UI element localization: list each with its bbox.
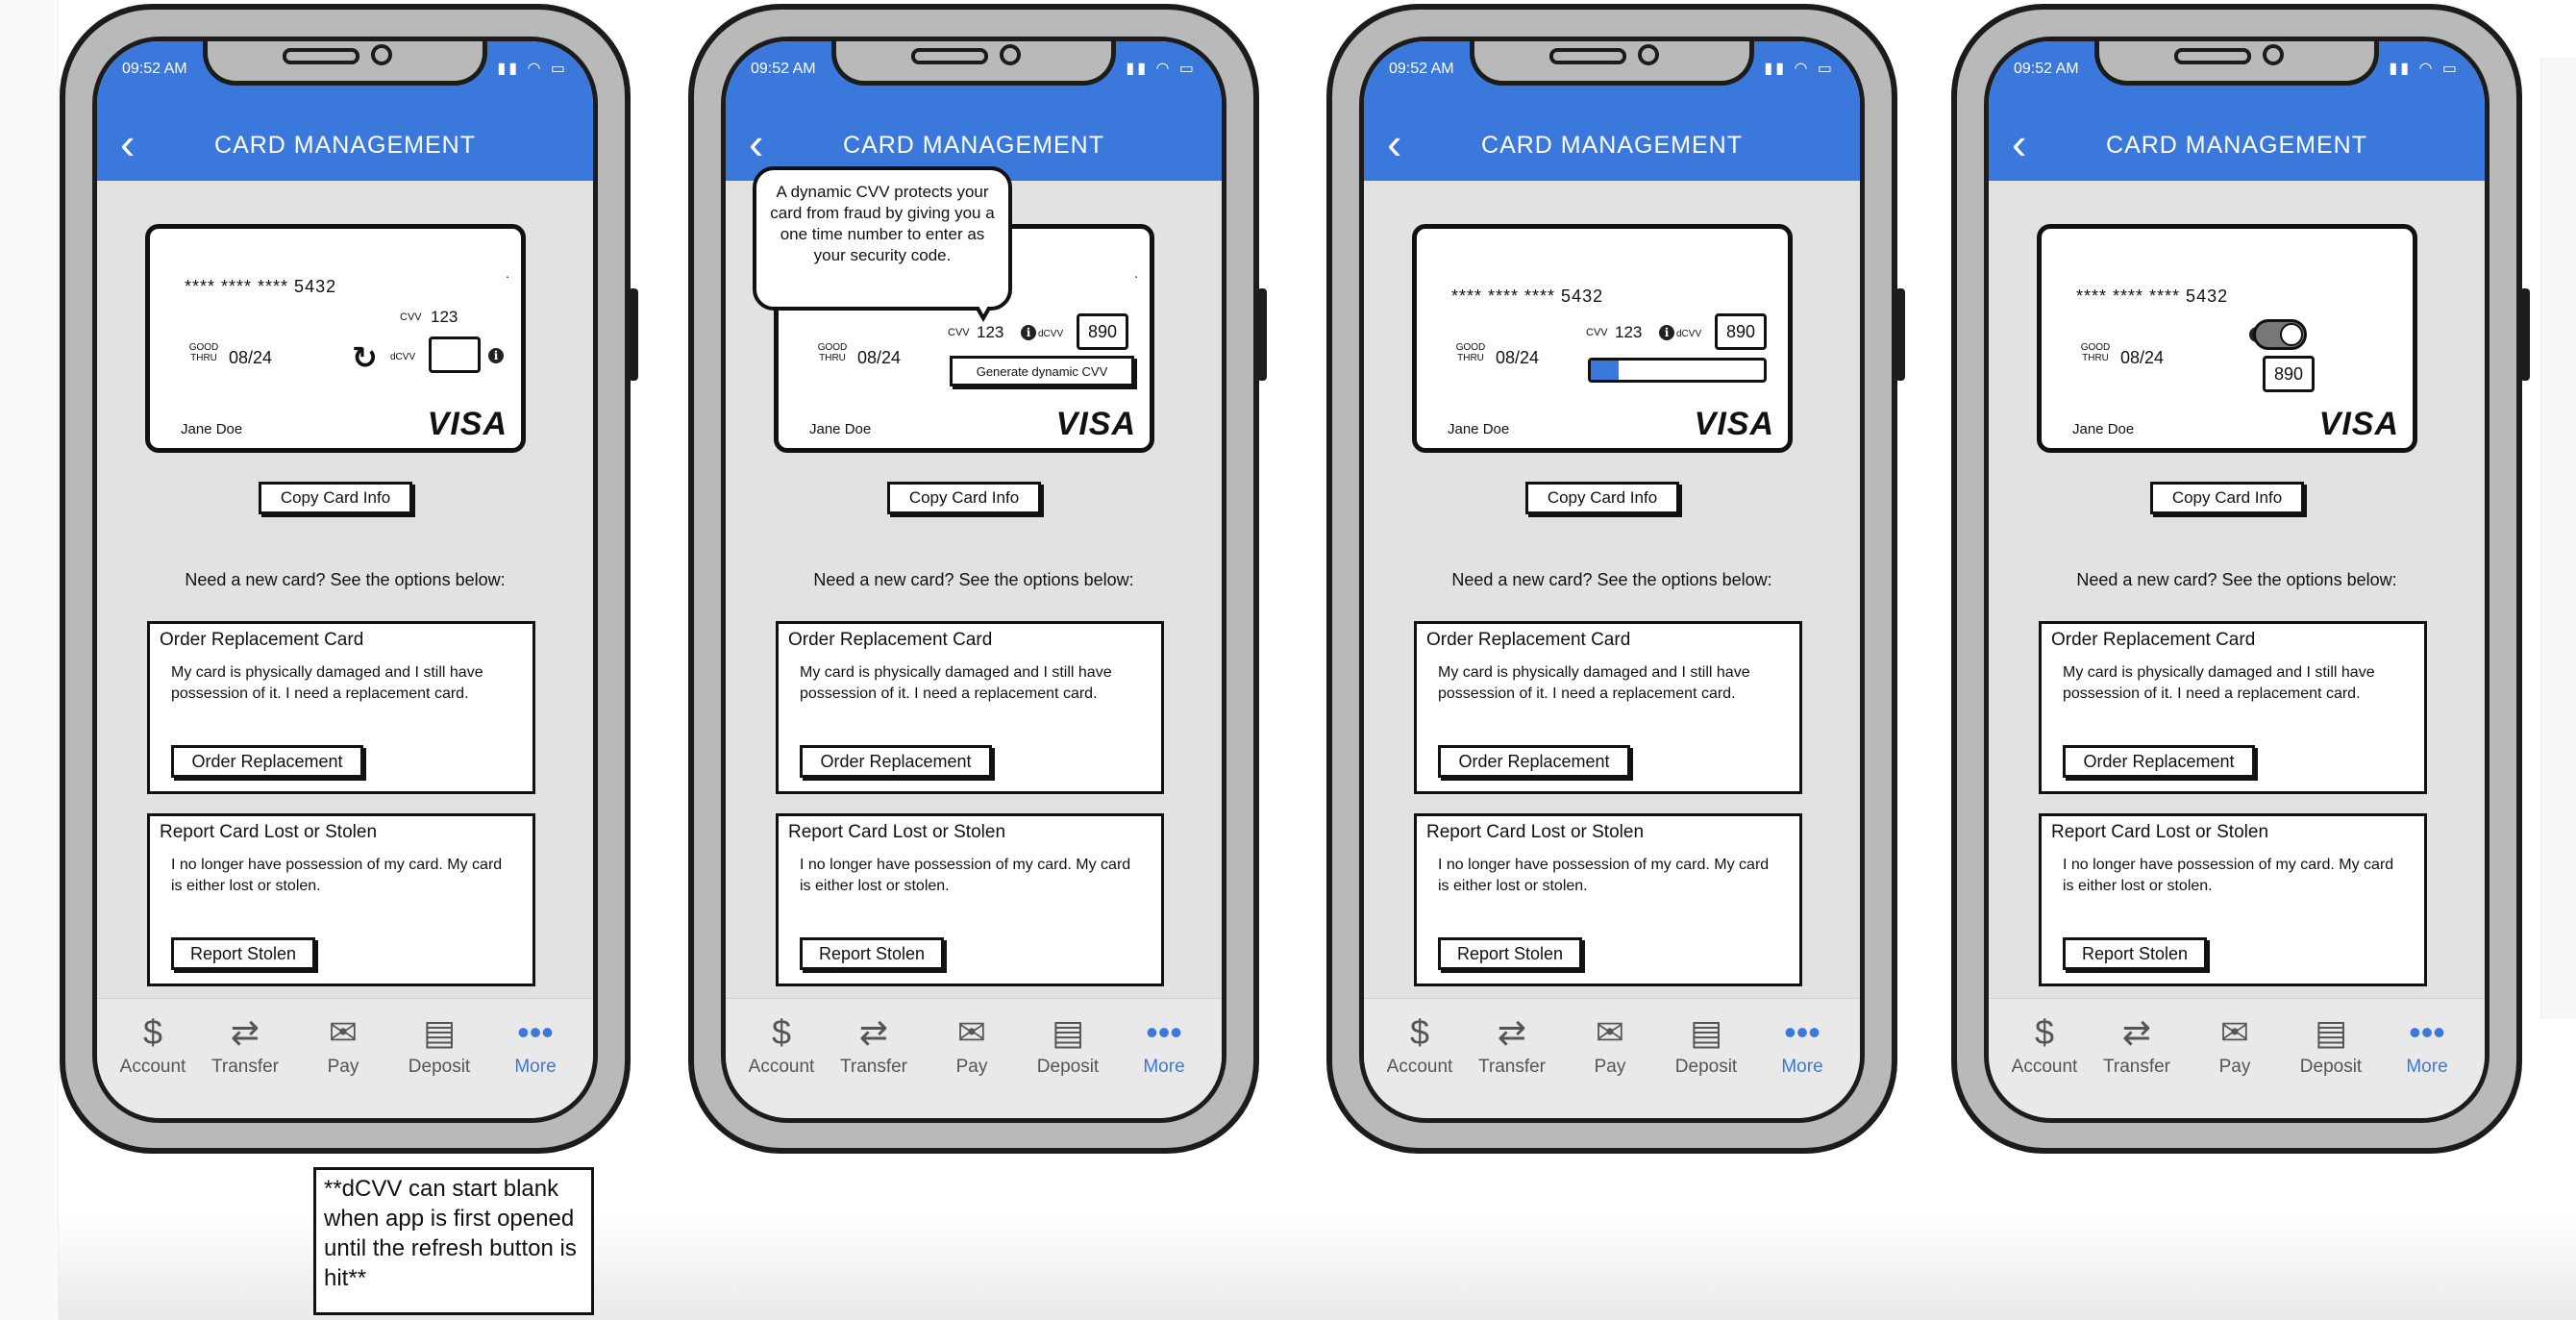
phone-mockup-1 — [60, 4, 631, 1154]
good-thru-label: GOOD THRU — [817, 342, 848, 363]
dcvv-toggle[interactable] — [2253, 319, 2307, 350]
report-stolen-button[interactable]: Report Stolen — [1438, 937, 1582, 970]
envelope-icon: ✉ — [2219, 1012, 2250, 1052]
tab-label: Deposit — [2299, 1057, 2363, 1077]
deposit-icon: ▤ — [1689, 1012, 1722, 1052]
envelope-icon: ✉ — [956, 1012, 987, 1052]
signal-wifi-battery-icon: ▮▮ ◠ ▭ — [1764, 61, 1835, 77]
tab-account[interactable] — [105, 1009, 201, 1078]
tab-deposit[interactable] — [2283, 1009, 2379, 1078]
phone-screen — [1359, 37, 1865, 1123]
good-thru-label: GOOD THRU — [1455, 342, 1486, 363]
visa-logo: VISA — [1694, 406, 1774, 442]
option-title: Report Card Lost or Stolen — [1426, 822, 1645, 842]
side-button — [1895, 288, 1905, 381]
report-stolen-button[interactable]: Report Stolen — [800, 937, 944, 970]
dcvv-value: 890 — [1077, 313, 1128, 350]
card-mark: . — [506, 265, 509, 281]
tab-label: Deposit — [1036, 1057, 1100, 1077]
back-arrow-icon[interactable]: ‹ — [120, 118, 136, 168]
tab-label: Account — [119, 1057, 186, 1077]
back-arrow-icon[interactable]: ‹ — [749, 118, 764, 168]
card-number: **** **** **** 5432 — [2076, 286, 2229, 306]
tab-label: Pay — [2218, 1057, 2251, 1077]
visa-logo: VISA — [2318, 406, 2399, 442]
tab-account[interactable] — [1996, 1009, 2093, 1078]
order-replacement-button[interactable]: Order Replacement — [171, 745, 363, 778]
tab-pay[interactable] — [1562, 1009, 1658, 1078]
annotation-note: **dCVV can start blank when app is first opened until the refresh button is hit** — [313, 1167, 594, 1315]
copy-card-info-button[interactable]: Copy Card Info — [887, 482, 1041, 514]
tab-pay[interactable] — [924, 1009, 1020, 1078]
signal-wifi-battery-icon: ▮▮ ◠ ▭ — [497, 61, 568, 77]
tab-label: More — [1143, 1057, 1185, 1077]
info-icon[interactable]: i — [488, 348, 504, 363]
phone-notch — [1470, 37, 1754, 86]
credit-card — [1412, 224, 1793, 453]
tab-transfer[interactable] — [826, 1009, 922, 1078]
bottom-tab-bar — [726, 998, 1222, 1123]
camera-icon — [371, 44, 392, 65]
signal-wifi-battery-icon: ▮▮ ◠ ▭ — [1126, 61, 1197, 77]
page-title: CARD MANAGEMENT — [214, 132, 476, 159]
order-replacement-button[interactable]: Order Replacement — [2063, 745, 2255, 778]
camera-icon — [2263, 44, 2284, 65]
card-holder-name: Jane Doe — [2072, 421, 2135, 437]
dcvv-label: dCVV — [1676, 329, 1702, 339]
toggle-knob — [2280, 323, 2303, 346]
tab-deposit[interactable] — [1020, 1009, 1116, 1078]
dollar-icon: $ — [142, 1012, 163, 1052]
tooltip-pointer-fill — [974, 297, 993, 314]
phone-screen — [92, 37, 598, 1123]
tab-transfer[interactable] — [197, 1009, 293, 1078]
tab-label: Deposit — [408, 1057, 471, 1077]
tab-label: Deposit — [1674, 1057, 1738, 1077]
tab-transfer[interactable] — [1464, 1009, 1560, 1078]
phone-notch — [831, 37, 1116, 86]
page-title: CARD MANAGEMENT — [843, 132, 1104, 159]
deposit-icon: ▤ — [2314, 1012, 2347, 1052]
expiry-date: 08/24 — [857, 348, 902, 367]
status-time: 09:52 AM — [2014, 61, 2079, 77]
tab-label: More — [514, 1057, 557, 1077]
speaker-icon — [2174, 48, 2251, 64]
phone-notch — [2094, 37, 2379, 86]
option-title: Order Replacement Card — [1426, 630, 1631, 650]
option-description: I no longer have possession of my card. My card is either lost or stolen. — [2063, 857, 2394, 894]
page-title: CARD MANAGEMENT — [2106, 132, 2367, 159]
bottom-tab-bar — [97, 998, 593, 1123]
deposit-icon: ▤ — [1051, 1012, 1084, 1052]
report-stolen-button[interactable]: Report Stolen — [171, 937, 315, 970]
tab-transfer[interactable] — [2089, 1009, 2185, 1078]
status-time: 09:52 AM — [1389, 61, 1454, 77]
option-description: I no longer have possession of my card. My card is either lost or stolen. — [1438, 857, 1770, 894]
cvv-value: 123 — [431, 308, 458, 326]
side-button — [2520, 288, 2530, 381]
phone-screen — [721, 37, 1226, 1123]
dcvv-empty-field — [429, 336, 481, 373]
report-lost-stolen-panel — [2039, 813, 2427, 986]
info-icon[interactable]: i — [1021, 325, 1036, 340]
tab-account[interactable] — [733, 1009, 830, 1078]
side-button — [1257, 288, 1267, 381]
cvv-value: 123 — [977, 323, 1004, 341]
new-card-prompt: Need a new card? See the options below: — [2076, 570, 2397, 589]
tab-label: Account — [1386, 1057, 1453, 1077]
more-icon: ••• — [1146, 1012, 1182, 1052]
option-description: My card is physically damaged and I still have possession of it. I need a replacement card. — [1438, 664, 1750, 702]
more-icon: ••• — [1784, 1012, 1821, 1052]
dollar-icon: $ — [2034, 1012, 2055, 1052]
transfer-icon: ⇄ — [1497, 1012, 1527, 1052]
phone-screen — [1984, 37, 2489, 1123]
tab-label: Transfer — [2102, 1057, 2171, 1077]
good-thru-label: GOOD THRU — [188, 342, 219, 363]
order-replacement-button[interactable]: Order Replacement — [800, 745, 992, 778]
speaker-icon — [1549, 48, 1626, 64]
order-replacement-button[interactable]: Order Replacement — [1438, 745, 1630, 778]
refresh-icon[interactable]: ↻ — [352, 340, 378, 375]
generate-dcvv-button[interactable]: Generate dynamic CVV — [950, 356, 1134, 386]
back-arrow-icon[interactable]: ‹ — [2012, 118, 2027, 168]
order-replacement-panel — [147, 621, 535, 794]
option-description: I no longer have possession of my card. My card is either lost or stolen. — [800, 857, 1131, 894]
background-panel-right — [2540, 58, 2576, 1019]
transfer-icon: ⇄ — [2121, 1012, 2152, 1052]
card-holder-name: Jane Doe — [1448, 421, 1510, 437]
good-thru-label: GOOD THRU — [2080, 342, 2111, 363]
more-icon: ••• — [2409, 1012, 2445, 1052]
tab-label: Pay — [1594, 1057, 1626, 1077]
cvv-value: 123 — [1615, 323, 1643, 341]
report-lost-stolen-panel — [147, 813, 535, 986]
option-title: Report Card Lost or Stolen — [160, 822, 378, 842]
option-title: Report Card Lost or Stolen — [2051, 822, 2269, 842]
copy-card-info-button[interactable]: Copy Card Info — [259, 482, 412, 514]
copy-card-info-button[interactable]: Copy Card Info — [2150, 482, 2304, 514]
dcvv-value: 890 — [1715, 313, 1767, 350]
info-icon[interactable]: i — [1659, 325, 1674, 340]
new-card-prompt: Need a new card? See the options below: — [1451, 570, 1772, 589]
cvv-label: CVV — [948, 327, 970, 338]
tab-label: Account — [748, 1057, 815, 1077]
option-title: Order Replacement Card — [160, 630, 364, 650]
tab-label: More — [1781, 1057, 1823, 1077]
tab-label: Pay — [955, 1057, 988, 1077]
tab-more[interactable] — [1116, 1009, 1212, 1078]
tab-pay[interactable] — [2187, 1009, 2283, 1078]
more-icon: ••• — [517, 1012, 554, 1052]
card-holder-name: Jane Doe — [809, 421, 872, 437]
tab-pay[interactable] — [295, 1009, 391, 1078]
phone-mockup-2 — [688, 4, 1259, 1154]
report-lost-stolen-panel — [1414, 813, 1802, 986]
page-title: CARD MANAGEMENT — [1481, 132, 1743, 159]
bottom-tab-bar — [1989, 998, 2485, 1123]
option-title: Report Card Lost or Stolen — [788, 822, 1006, 842]
copy-card-info-button[interactable]: Copy Card Info — [1525, 482, 1679, 514]
phone-mockup-3 — [1326, 4, 1897, 1154]
tab-more[interactable] — [487, 1009, 583, 1078]
option-description: My card is physically damaged and I still have possession of it. I need a replacement card. — [800, 664, 1112, 702]
report-lost-stolen-panel — [776, 813, 1164, 986]
envelope-icon: ✉ — [328, 1012, 359, 1052]
tab-deposit[interactable] — [391, 1009, 487, 1078]
transfer-icon: ⇄ — [858, 1012, 889, 1052]
camera-icon — [1638, 44, 1659, 65]
tab-more[interactable] — [1754, 1009, 1850, 1078]
speaker-icon — [911, 48, 988, 64]
transfer-icon: ⇄ — [230, 1012, 260, 1052]
speaker-icon — [283, 48, 359, 64]
dcvv-timer-progress — [1588, 358, 1767, 383]
dcvv-label: dCVV — [390, 352, 416, 362]
tab-more[interactable] — [2379, 1009, 2475, 1078]
progress-fill — [1591, 361, 1619, 380]
option-description: I no longer have possession of my card. My card is either lost or stolen. — [171, 857, 503, 894]
expiry-date: 08/24 — [2120, 348, 2165, 367]
new-card-prompt: Need a new card? See the options below: — [185, 570, 506, 589]
tab-label: More — [2406, 1057, 2448, 1077]
side-button — [629, 288, 638, 381]
option-description: My card is physically damaged and I still have possession of it. I need a replacement card. — [171, 664, 483, 702]
tab-account[interactable] — [1372, 1009, 1468, 1078]
cvv-label: CVV — [400, 311, 422, 323]
cvv-label: CVV — [1586, 327, 1608, 338]
dollar-icon: $ — [771, 1012, 792, 1052]
order-replacement-panel — [1414, 621, 1802, 794]
dcvv-value: 890 — [2263, 356, 2315, 392]
expiry-date: 08/24 — [1496, 348, 1540, 367]
tab-label: Pay — [327, 1057, 359, 1077]
credit-card — [145, 224, 526, 453]
card-number: **** **** **** 5432 — [185, 277, 337, 296]
envelope-icon: ✉ — [1595, 1012, 1625, 1052]
dcvv-label: dCVV — [1038, 329, 1064, 339]
new-card-prompt: Need a new card? See the options below: — [813, 570, 1134, 589]
status-time: 09:52 AM — [122, 61, 187, 77]
dollar-icon: $ — [1409, 1012, 1430, 1052]
deposit-icon: ▤ — [422, 1012, 456, 1052]
expiry-date: 08/24 — [229, 348, 273, 367]
bottom-tab-bar — [1364, 998, 1860, 1123]
dcvv-tooltip: A dynamic CVV protects your card from fraud by giving you a one time number to enter as your security code. — [753, 166, 1012, 311]
card-mark: . — [1134, 265, 1138, 281]
phone-notch — [203, 37, 487, 86]
card-holder-name: Jane Doe — [181, 421, 243, 437]
tab-label: Transfer — [211, 1057, 280, 1077]
visa-logo: VISA — [427, 406, 508, 442]
back-arrow-icon[interactable]: ‹ — [1387, 118, 1402, 168]
option-title: Order Replacement Card — [788, 630, 993, 650]
tab-label: Account — [2011, 1057, 2078, 1077]
signal-wifi-battery-icon: ▮▮ ◠ ▭ — [2389, 61, 2460, 77]
tab-label: Transfer — [1477, 1057, 1547, 1077]
visa-logo: VISA — [1055, 406, 1136, 442]
background-panel-left — [0, 0, 59, 1320]
camera-icon — [1000, 44, 1021, 65]
order-replacement-panel — [776, 621, 1164, 794]
option-description: My card is physically damaged and I still have possession of it. I need a replacement card. — [2063, 664, 2375, 702]
status-time: 09:52 AM — [751, 61, 816, 77]
tab-deposit[interactable] — [1658, 1009, 1754, 1078]
card-number: **** **** **** 5432 — [1451, 286, 1604, 306]
tab-label: Transfer — [839, 1057, 908, 1077]
report-stolen-button[interactable]: Report Stolen — [2063, 937, 2207, 970]
order-replacement-panel — [2039, 621, 2427, 794]
credit-card — [2037, 224, 2417, 453]
phone-mockup-4 — [1951, 4, 2522, 1154]
option-title: Order Replacement Card — [2051, 630, 2256, 650]
